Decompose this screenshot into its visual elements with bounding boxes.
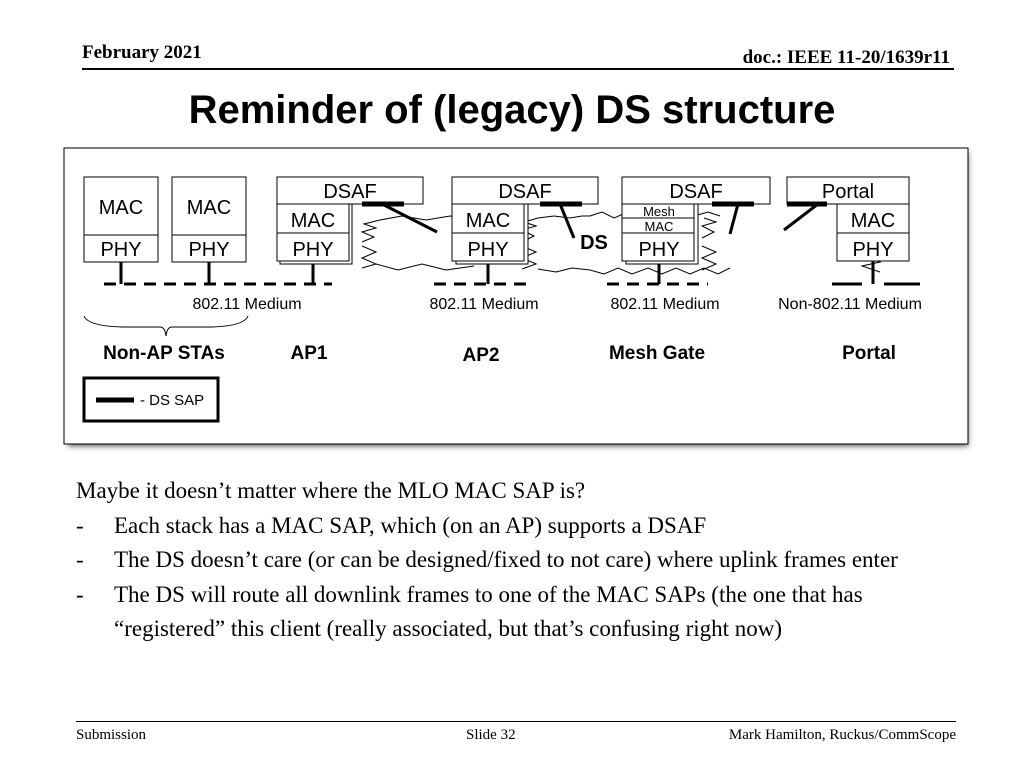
layer-phy: PHY <box>638 239 680 261</box>
header-doc-id: doc.: IEEE 11-20/1639r11 <box>742 47 950 68</box>
bullet-text: The DS doesn’t care (or can be designed/fixed to not care) where uplink frames enter <box>114 547 898 572</box>
bullet-list <box>76 509 956 647</box>
medium-label-2: 802.11 Medium <box>429 296 539 313</box>
layer-mac: MAC <box>644 219 674 234</box>
entity-ap1: AP1 <box>290 343 328 364</box>
layer-mac: MAC <box>465 210 511 232</box>
layer-phy: PHY <box>100 239 142 261</box>
bullet-text: Each stack has a MAC SAP, which (on an AP) supports a DSAF <box>114 512 707 538</box>
entity-ap2: AP2 <box>462 345 500 366</box>
layer-phy: PHY <box>188 239 230 261</box>
footer-slide-number: Slide 32 <box>466 727 516 743</box>
bullet-marker: - <box>76 581 84 607</box>
layer-dsaf: DSAF <box>498 181 552 203</box>
bullet-item <box>76 509 956 544</box>
medium-label-4: Non-802.11 Medium <box>778 296 922 313</box>
footer-author: Mark Hamilton, Ruckus/CommScope <box>728 727 956 743</box>
bullet-text: The DS will route all downlink frames to one of the MAC SAPs (the one that has “registered” this client (really associated, but that’s confusing right now) <box>114 581 863 641</box>
footer-submission: Submission <box>76 727 147 743</box>
layer-phy: PHY <box>292 239 334 261</box>
layer-dsaf: DSAF <box>323 181 377 203</box>
layer-dsaf: DSAF <box>669 181 723 203</box>
slide-title: Reminder of (legacy) DS structure <box>188 88 836 132</box>
layer-phy: PHY <box>852 239 894 261</box>
bullet-item <box>76 578 956 647</box>
intro-text: Maybe it doesn’t matter where the MLO MAC SAP is? <box>76 478 586 503</box>
legend-ds-sap <box>84 378 218 421</box>
ds-label: DS <box>580 232 608 254</box>
header-date: February 2021 <box>82 42 202 63</box>
layer-phy: PHY <box>467 239 509 261</box>
layer-mesh: Mesh <box>643 204 675 219</box>
layer-mac: MAC <box>186 197 232 219</box>
footer-rule <box>76 721 956 722</box>
layer-mac: MAC <box>98 197 144 219</box>
bullet-item <box>76 543 956 578</box>
stack-non-ap-2 <box>172 177 246 262</box>
medium-label-1: 802.11 Medium <box>192 296 302 313</box>
legend-label: - DS SAP <box>140 392 205 409</box>
entity-mesh-gate: Mesh Gate <box>608 343 706 364</box>
bullet-marker: - <box>76 512 84 538</box>
medium-label-3: 802.11 Medium <box>610 296 720 313</box>
layer-mac: MAC <box>290 210 336 232</box>
stack-non-ap-1 <box>84 177 158 262</box>
layer-mac: MAC <box>850 210 896 232</box>
layer-portal: Portal <box>821 181 875 203</box>
bullet-marker: - <box>76 547 84 572</box>
body-text <box>76 474 956 647</box>
header-rule <box>82 68 954 70</box>
entity-portal: Portal <box>842 343 896 364</box>
entity-non-ap-stas: Non-AP STAs <box>103 343 225 364</box>
ds-structure-diagram <box>62 146 974 452</box>
